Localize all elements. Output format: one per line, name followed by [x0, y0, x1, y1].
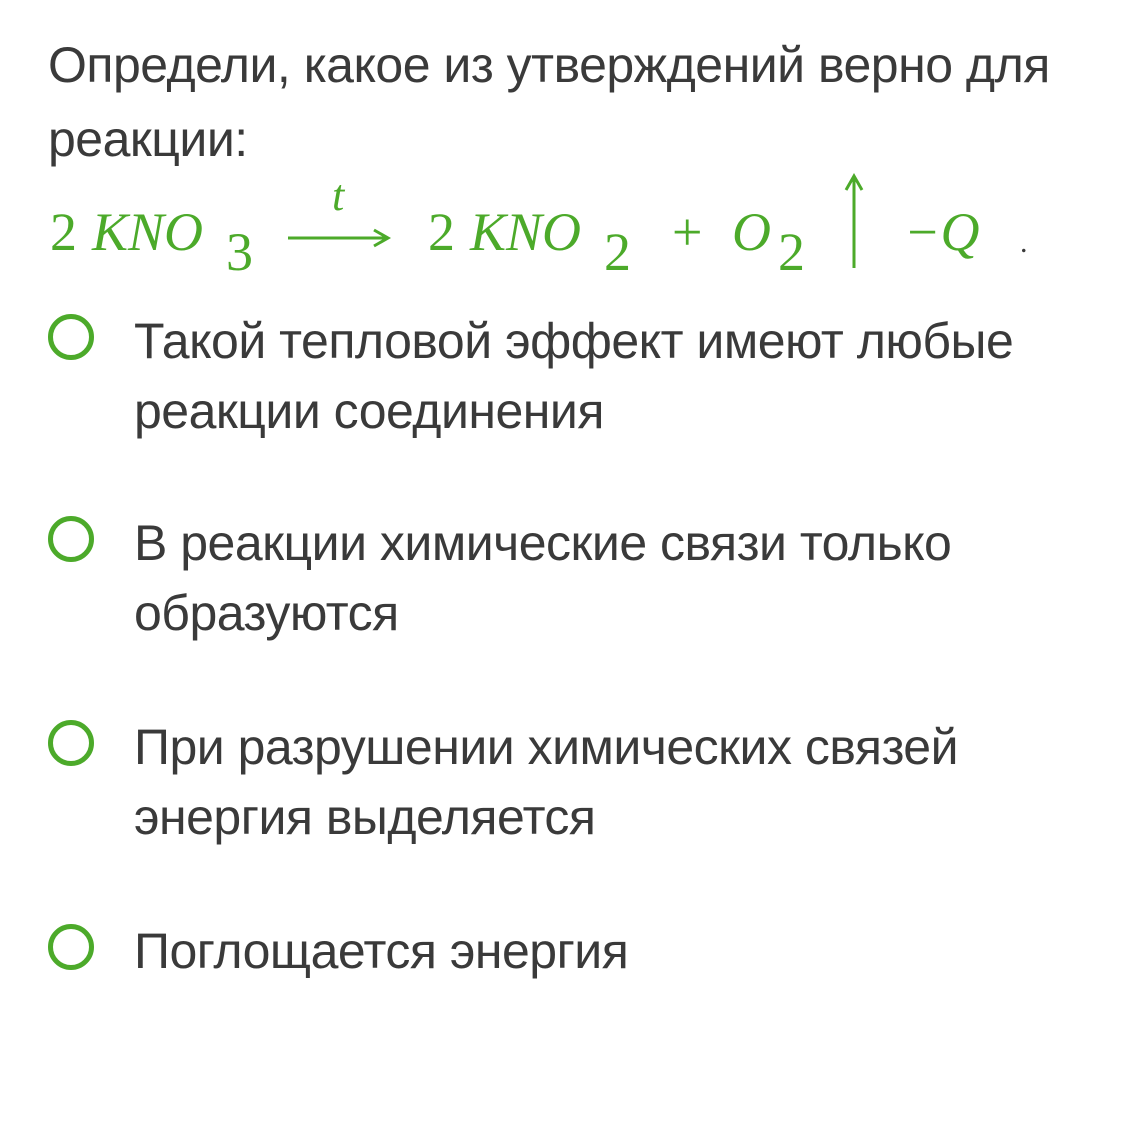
product2-formula: O [732, 202, 771, 262]
plus-sign: + [672, 202, 703, 262]
reactant-coefficient: 2 [50, 202, 77, 262]
reactant-subscript: 3 [226, 222, 253, 280]
reaction-equation [48, 168, 1078, 280]
product1-subscript: 2 [604, 222, 631, 280]
radio-button[interactable] [48, 924, 94, 970]
product1-coefficient: 2 [428, 202, 455, 262]
radio-button[interactable] [48, 516, 94, 562]
option-label: При разрушении химических связей энергия выделяется [134, 719, 959, 845]
option-label: В реакции химические связи только образуются [134, 515, 952, 641]
product2-subscript: 2 [778, 222, 805, 280]
arrow-condition: t [332, 171, 345, 220]
option-label: Поглощается энергия [134, 923, 629, 979]
option-label: Такой тепловой эффект имеют любые реакции соединения [134, 313, 1014, 439]
reactant-formula: KNO [92, 202, 204, 262]
question-text: Определи, какое из утверждений верно для реакции: [48, 37, 1050, 167]
heat-term: −Q [904, 202, 980, 262]
product1-formula: KNO [470, 202, 582, 262]
equation-period: . [1020, 226, 1028, 259]
reaction-equation-svg [48, 168, 1078, 280]
radio-button[interactable] [48, 720, 94, 766]
radio-button[interactable] [48, 314, 94, 360]
